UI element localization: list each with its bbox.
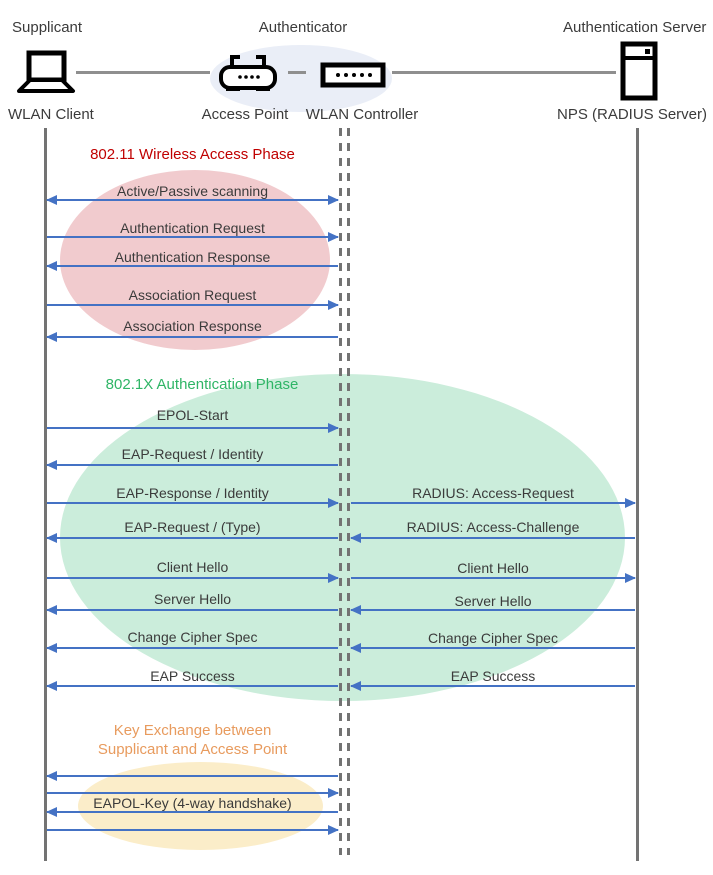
lifeline-controller-dashed-1 (339, 128, 342, 855)
arrow-epol-start (47, 427, 338, 429)
phase1-title: 802.11 Wireless Access Phase (90, 146, 295, 163)
arrow-client-hello-left (47, 577, 338, 579)
arrow-association-request (47, 304, 338, 306)
arrow-authentication-response (47, 265, 338, 267)
arrow-eap-request-identity (47, 464, 338, 466)
wlan-controller-icon (320, 62, 386, 88)
arrow-eapol-key-msg3 (47, 811, 338, 813)
node-label-wlan-controller: WLAN Controller (305, 106, 419, 123)
arrow-radius-access-request (351, 502, 635, 504)
arrow-eapol-key-msg2 (47, 792, 338, 794)
msg-label-eap-response-identity: EAP-Response / Identity (116, 485, 269, 501)
msg-label-server-hello-left: Server Hello (153, 591, 232, 607)
arrow-change-cipher-spec-left (47, 647, 338, 649)
msg-label-eap-success-left: EAP Success (150, 668, 235, 684)
phase3-title-line1: Key Exchange between (113, 722, 272, 739)
role-label-supplicant: Supplicant (12, 19, 83, 36)
msg-label-authentication-request: Authentication Request (120, 220, 265, 236)
msg-label-authentication-response: Authentication Response (114, 249, 271, 265)
link-controller-to-server (392, 71, 616, 74)
arrow-server-hello-right (351, 609, 635, 611)
arrow-client-hello-right (351, 577, 635, 579)
lifeline-controller-dashed-2 (347, 128, 350, 855)
msg-label-change-cipher-spec-left: Change Cipher Spec (127, 629, 258, 645)
msg-label-client-hello-left: Client Hello (156, 559, 229, 575)
arrow-eapol-key-msg1 (47, 775, 338, 777)
arrow-eap-success-left (47, 685, 338, 687)
msg-label-scanning: Active/Passive scanning (117, 183, 268, 199)
phase3-title-line2: Supplicant and Access Point (97, 741, 288, 758)
msg-label-client-hello-right: Client Hello (457, 560, 529, 576)
msg-label-association-response: Association Response (123, 318, 262, 334)
link-client-to-ap (76, 71, 210, 74)
node-label-access-point: Access Point (201, 106, 289, 123)
arrow-eapol-key-msg4 (47, 829, 338, 831)
msg-label-change-cipher-spec-right: Change Cipher Spec (428, 630, 558, 646)
access-point-icon (216, 50, 280, 92)
arrow-eap-success-right (351, 685, 635, 687)
node-label-nps: NPS (RADIUS Server) (556, 106, 708, 123)
role-label-authentication-server: Authentication Server (563, 19, 707, 36)
arrow-server-hello-left (47, 609, 338, 611)
arrow-eap-response-identity (47, 502, 338, 504)
arrow-authentication-request (47, 236, 338, 238)
laptop-icon (16, 50, 76, 95)
lifeline-nps (636, 128, 639, 861)
msg-label-eapol-key: EAPOL-Key (4-way handshake) (93, 795, 292, 811)
arrow-scanning (47, 199, 338, 201)
msg-label-eap-request-identity: EAP-Request / Identity (121, 446, 264, 462)
phase2-title: 802.1X Authentication Phase (105, 376, 299, 393)
msg-label-radius-access-challenge: RADIUS: Access-Challenge (406, 519, 580, 535)
msg-label-epol-start: EPOL-Start (156, 407, 229, 423)
msg-label-radius-access-request: RADIUS: Access-Request (412, 485, 574, 501)
arrow-change-cipher-spec-right (351, 647, 635, 649)
node-label-wlan-client: WLAN Client (8, 106, 94, 123)
role-label-authenticator: Authenticator (258, 19, 348, 36)
arrow-radius-access-challenge (351, 537, 635, 539)
link-ap-to-controller (288, 71, 306, 74)
arrow-eap-request-type (47, 537, 338, 539)
msg-label-server-hello-right: Server Hello (454, 593, 532, 609)
server-icon (620, 41, 658, 101)
msg-label-eap-request-type: EAP-Request / (Type) (124, 519, 261, 535)
msg-label-association-request: Association Request (128, 287, 257, 303)
msg-label-eap-success-right: EAP Success (450, 668, 536, 684)
arrow-association-response (47, 336, 338, 338)
